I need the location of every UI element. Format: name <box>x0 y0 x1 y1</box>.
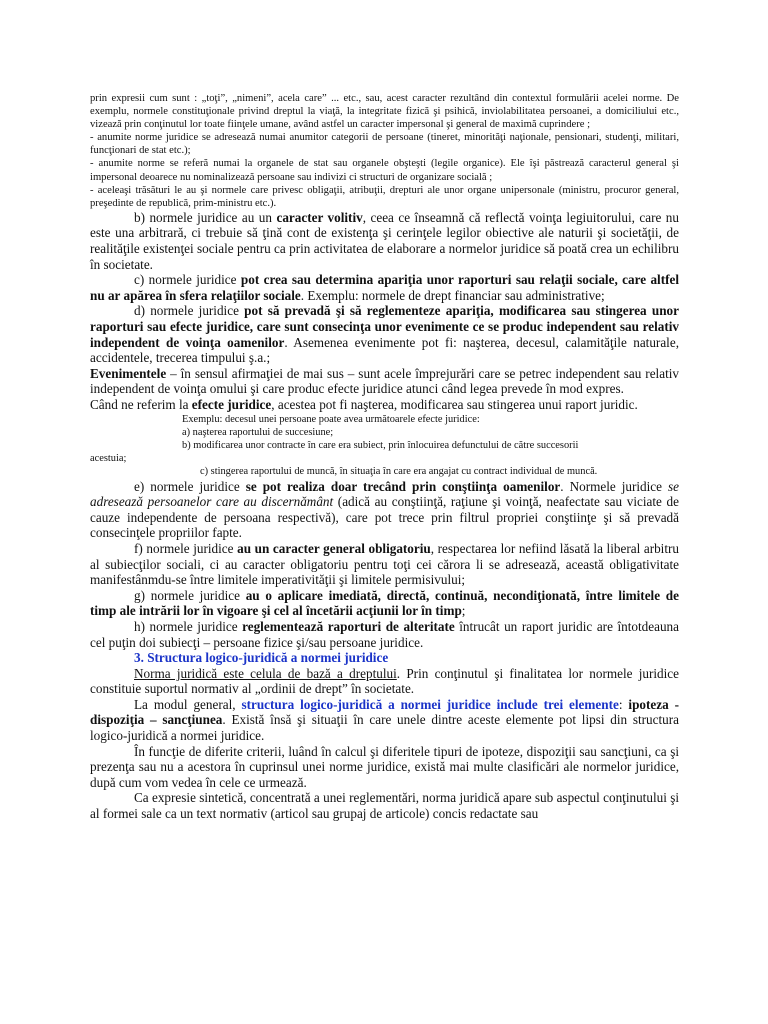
example-item-c: c) stingerea raportului de muncă, în situaţia în care era angajat cu contract individual de muncă. <box>200 466 598 478</box>
paragraph-criterii: În funcţie de diferite criterii, luând în calcul şi diferitele tipuri de ipoteze, dispoziţii sau sancţiuni, ca şi prezenţa sau nu a acestora în cuprinsul unei norme juridice, există mai multe clasificări ale normelor juridice, după cum vom vedea în cele ce urmează. <box>90 743 679 790</box>
section-heading: 3. Structura logico-juridică a normei juridice <box>134 650 389 666</box>
document-page <box>90 92 679 822</box>
paragraph-f: f) normele juridice au un caracter general obligatoriu, respectarea lor nefiind lăsată la liberal arbitru al subiecţilor sociali, ci au caracter obligatoriu pentru toţi cei cărora li se adresează, această obligativitate manifestânmdu-se între limitele imperativităţii şi limitele permisivului; <box>90 540 679 588</box>
paragraph-g: g) normele juridice au o aplicare imediată, directă, continuă, necondiţionată, între limitele de timp ale intrării lor în vigoare şi cel al încetării acţiunii lor în timp; <box>90 587 679 619</box>
paragraph-d: d) normele juridice pot să prevadă şi să reglementeze apariţia, modificarea sau stingerea unor raporturi sau efecte juridice, care sunt consecinţa unor evenimente ce se produc independent sau relativ independent de voinţa oamenilor. Asemenea evenimente pot fi: naşterea, decesul, calamităţile naturale, accidentele, trecerea timpului ş.a.; <box>90 303 679 366</box>
paragraph-norma: Norma juridică este celula de bază a dreptului. Prin conţinutul şi finalitatea lor normele juridice constituie suportul normativ al „ordinii de drept” în societate. <box>90 665 680 697</box>
paragraph-unipersonal: - aceleaşi trăsături le au şi normele care privesc obligaţii, atribuţii, drepturi ale unor organe unipersonale (ministru, procuror general, preşedinte de republică, prim-ministru etc.). <box>90 184 679 209</box>
paragraph-generality: prin expresii cum sunt : „toţi”, „nimeni”, acela care” ... etc., sau, acest caracter rezultând din contextul formulării acelei norme. De exemplu, normele constituţionale privind dreptul la viaţă, la integritate fizică şi psihică, inviolabilitatea persoanei, a domiciliului etc., vizează prin conţinutul lor toate fiinţele umane, având astfel un caracter impersonal şi general de maximă cuprindere ; <box>90 93 679 131</box>
paragraph-c: c) normele juridice pot crea sau determina apariţia unor raporturi sau relaţii sociale, care altfel nu ar apărea în sfera relaţiilor sociale. Exemplu: normele de drept financiar sau administrative; <box>90 272 680 303</box>
example-block <box>90 413 679 479</box>
example-item-b-continued: acestuia; <box>90 453 127 465</box>
example-intro: Exemplu: decesul unei persoane poate avea următoarele efecte juridice: <box>182 413 480 425</box>
paragraph-b-volitive: b) normele juridice au un caracter volitiv, ceea ce înseamnă că reflectă voinţa legiuitorului, care nu este una arbitrară, ci trebuie să ţină cont de existenţa şi cerinţele legilor obiective ale naturii şi societăţii, de realităţile existenţei sociale pentru ca prin activitatea de elaborare a normelor juridice să poată crea un echilibru în societate. <box>90 209 679 272</box>
paragraph-e: e) normele juridice se pot realiza doar trecând prin conştiinţa oamenilor. Normele juridice se adresează persoanelor care au discernământ (adică au conştiinţă, raţiune şi voinţă, neafectate sau viciate de cauze independente de persoana respectivă), care pot trece prin filtrul propriei conştiinţe şi să prevadă consecinţele propriilor fapte. <box>90 478 679 541</box>
paragraph-organs: - anumite norme se referă numai la organele de stat sau organele obşteşti (legile organice). Ele îşi păstrează caracterul general şi impersonal deoarece nu nominalizează persoane sau indivizi ci structuri de organizare socială ; <box>90 158 679 183</box>
paragraph-evenimente: Evenimentele – în sensul afirmaţiei de mai sus – sunt acele împrejurări care se petrec independent sau relativ independent de voinţa omului şi care produc efecte juridice atunci când legea prevede în mod expres. <box>90 365 679 397</box>
example-item-b: b) modificarea unor contracte în care era subiect, prin înlocuirea defunctului de către succesorii <box>182 439 579 451</box>
paragraph-efecte: Când ne referim la efecte juridice, acestea pot fi naşterea, modificarea sau stingerea unui raport juridic. <box>90 396 638 412</box>
paragraph-modul-general: La modul general, structura logico-juridică a normei juridice include trei elemente: ipoteza - dispoziţia – sancţiunea. Există însă şi situaţii în care unele dintre aceste elemente pot lipsi din structura logico-juridică a normei juridice. <box>90 696 679 744</box>
example-item-a: a) naşterea raportului de succesiune; <box>182 426 334 438</box>
paragraph-categories: - anumite norme juridice se adresează numai anumitor categorii de persoane (tineret, minorităţi naţionale, pensionari, studenţi, militari, funcţionari de stat etc.); <box>90 132 679 157</box>
paragraph-h: h) normele juridice reglementează raporturi de alteritate întrucât un raport juridic are întotdeauna cel puţin doi subiecţi – persoane fizice şi/sau persoane juridice. <box>90 618 679 650</box>
paragraph-expresie: Ca expresie sintetică, concentrată a unei reglementări, norma juridică apare sub aspectul conţinutului şi al formei sale ca un text normativ (articol sau grupaj de articole) concis redactate sau <box>90 790 679 822</box>
